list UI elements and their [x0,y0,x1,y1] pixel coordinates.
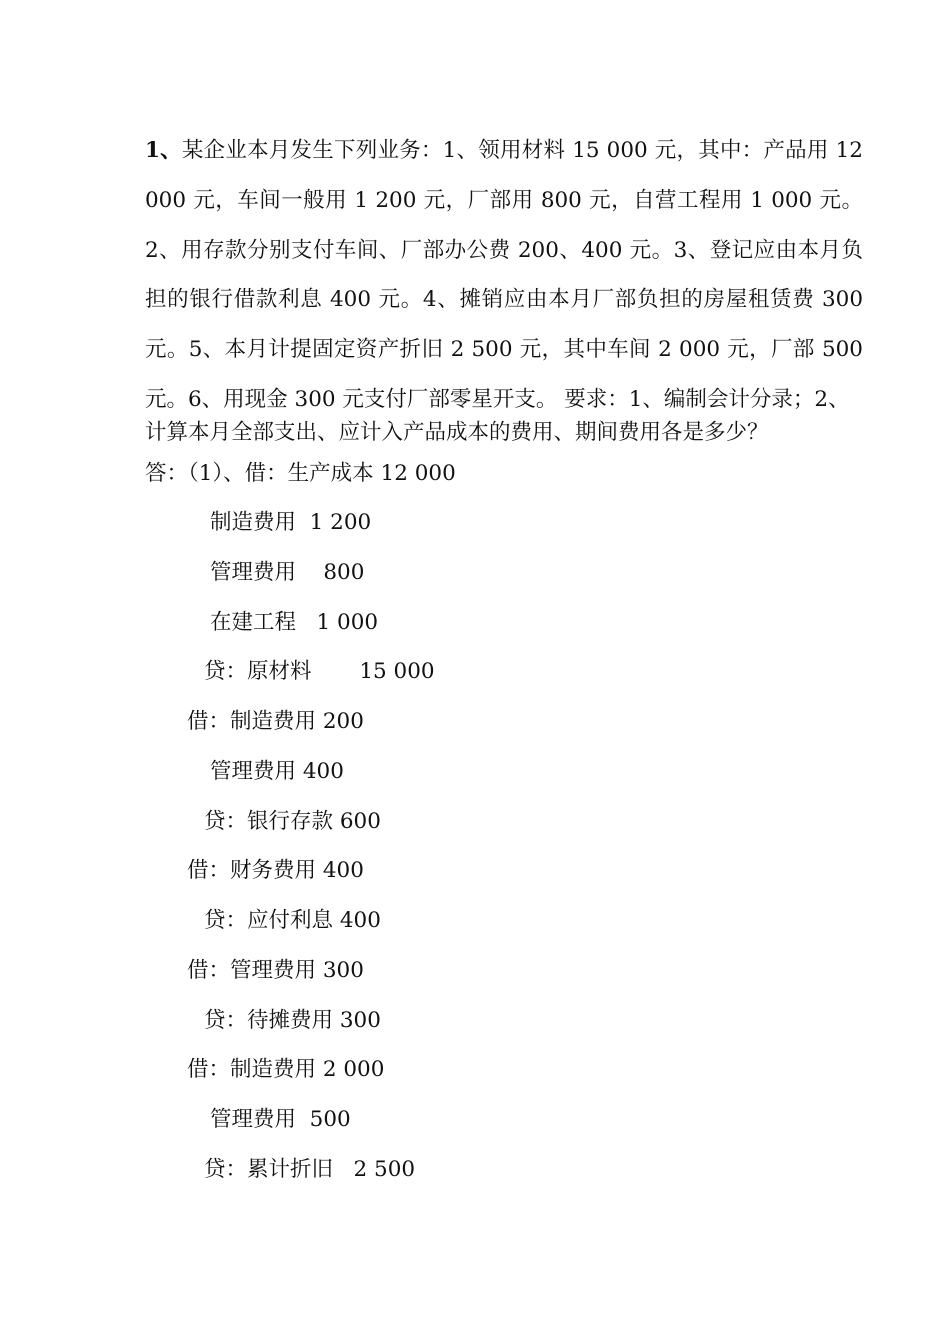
answer-line: 借：管理费用 300 [187,958,364,983]
question-paragraph [145,126,863,425]
question-number: 1、 [145,138,182,163]
answer-line: 管理费用 800 [210,560,365,585]
answer-line: 贷：应付利息 400 [204,908,381,933]
answer-line: 贷：银行存款 600 [204,809,381,834]
answer-line: 管理费用 500 [210,1107,351,1132]
question-requirement-line: 计算本月全部支出、应计入产品成本的费用、期间费用各是多少？ [145,420,769,445]
answer-line: 借：制造费用 2 000 [187,1057,385,1082]
answer-line: 贷：待摊费用 300 [204,1008,381,1033]
answer-line: 在建工程 1 000 [210,610,379,635]
answer-line: 答：（1）、借：生产成本 12 000 [145,461,456,486]
answer-line: 贷：原材料 15 000 [204,659,435,684]
answer-line: 借：制造费用 200 [187,709,364,734]
answer-line: 制造费用 1 200 [210,510,372,535]
answer-line: 管理费用 400 [210,759,344,784]
question-body: 某企业本月发生下列业务：1、领用材料 15 000 元，其中：产品用 12 000 元，车间一般用 1 200 元，厂部用 800 元，自营工程用 1 000 元。2、用存款分别支付车间、厂部办公费 200、400 元。3、登记应由本月负担的银行借款利息 400 元。4、摊销应由本月厂部负担的房屋租赁费 300 元。5、本月计提固定资产折旧 2 500 元，其中车间 2 000 元，厂部 500 元。6、用现金 300 元支付厂部零星开支。 要求：1、编制会计分录；2、 [145,138,863,412]
answer-line: 贷：累计折旧 2 500 [204,1157,416,1182]
answer-line: 借：财务费用 400 [187,858,364,883]
